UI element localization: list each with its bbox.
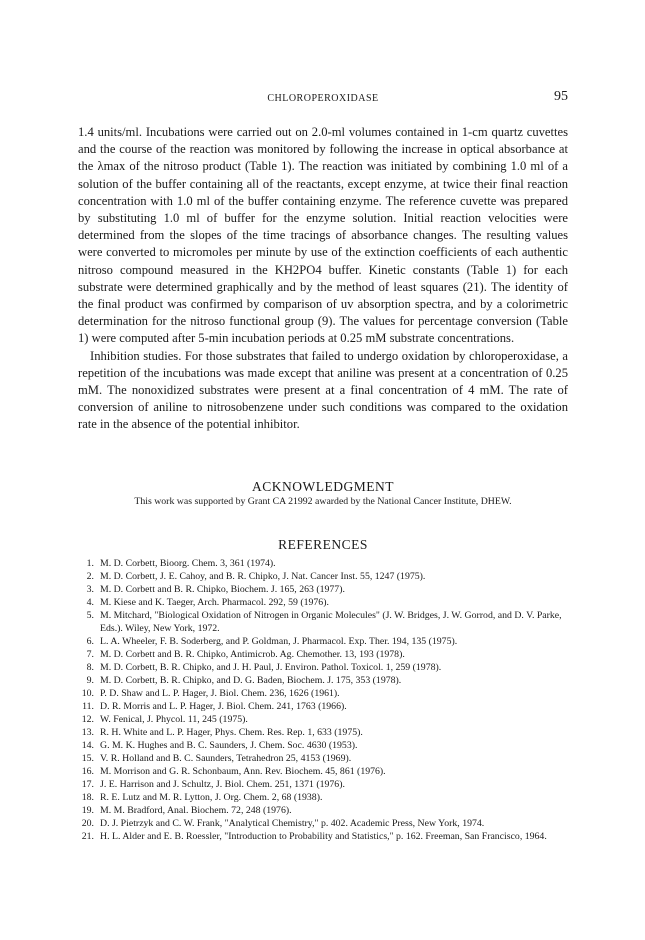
reference-item <box>78 778 568 791</box>
reference-text: M. D. Corbett, Bioorg. Chem. 3, 361 (1974). <box>100 558 276 569</box>
reference-item <box>78 726 568 739</box>
reference-text: W. Fenical, J. Phycol. 11, 245 (1975). <box>100 714 248 725</box>
references-heading: REFERENCES <box>278 537 368 552</box>
reference-item <box>78 804 568 817</box>
reference-text: M. D. Corbett and B. R. Chipko, Antimicrob. Ag. Chemother. 13, 193 (1978). <box>100 649 405 660</box>
page-header <box>78 89 568 109</box>
reference-text: D. R. Morris and L. P. Hager, J. Biol. Chem. 241, 1763 (1966). <box>100 701 347 712</box>
reference-number: 17. <box>81 779 94 790</box>
reference-number: 19. <box>81 805 94 816</box>
reference-text: M. D. Corbett, B. R. Chipko, and D. G. Baden, Biochem. J. 175, 353 (1978). <box>100 675 402 686</box>
reference-number: 18. <box>81 792 94 803</box>
reference-number: 4. <box>86 597 94 608</box>
reference-item <box>78 570 568 583</box>
reference-item <box>78 609 568 635</box>
reference-text: G. M. K. Hughes and B. C. Saunders, J. Chem. Soc. 4630 (1953). <box>100 740 358 751</box>
acknowledgment-text: This work was supported by Grant CA 21992 awarded by the National Cancer Institute, DHEW. <box>134 496 512 507</box>
reference-text: M. Mitchard, "Biological Oxidation of Nitrogen in Organic Molecules" (J. W. Bridges, J. W. Gorrod, and D. V. Parke, Eds.). Wiley, New York, 1972. <box>100 610 562 634</box>
reference-text: P. D. Shaw and L. P. Hager, J. Biol. Chem. 236, 1626 (1961). <box>100 688 340 699</box>
reference-text: M. D. Corbett, J. E. Cahoy, and B. R. Chipko, J. Nat. Cancer Inst. 55, 1247 (1975). <box>100 571 426 582</box>
reference-text: M. D. Corbett and B. R. Chipko, Biochem. J. 165, 263 (1977). <box>100 584 345 595</box>
reference-text: D. J. Pietrzyk and C. W. Frank, "Analytical Chemistry," p. 402. Academic Press, New York, 1974. <box>100 818 485 829</box>
reference-text: J. E. Harrison and J. Schultz, J. Biol. Chem. 251, 1371 (1976). <box>100 779 345 790</box>
reference-text: M. D. Corbett, B. R. Chipko, and J. H. Paul, J. Environ. Pathol. Toxicol. 1, 259 (1978). <box>100 662 442 673</box>
reference-item <box>78 765 568 778</box>
reference-text: L. A. Wheeler, F. B. Soderberg, and P. Goldman, J. Pharmacol. Exp. Ther. 194, 135 (1975). <box>100 636 458 647</box>
reference-number: 13. <box>81 727 94 738</box>
reference-number: 21. <box>81 831 94 842</box>
reference-number: 12. <box>81 714 94 725</box>
reference-text: M. Morrison and G. R. Schonbaum, Ann. Rev. Biochem. 45, 861 (1976). <box>100 766 386 777</box>
reference-item <box>78 830 568 843</box>
reference-text: M. M. Bradford, Anal. Biochem. 72, 248 (1976). <box>100 805 292 816</box>
body-text <box>78 124 568 434</box>
reference-item <box>78 700 568 713</box>
reference-item <box>78 739 568 752</box>
reference-item <box>78 687 568 700</box>
reference-number: 14. <box>81 740 94 751</box>
references-list <box>78 557 568 843</box>
reference-item <box>78 648 568 661</box>
reference-item <box>78 674 568 687</box>
reference-text: R. E. Lutz and M. R. Lytton, J. Org. Chem. 2, 68 (1938). <box>100 792 323 803</box>
reference-number: 5. <box>86 610 94 621</box>
methods-paragraph: 1.4 units/ml. Incubations were carried out on 2.0-ml volumes contained in 1-cm quartz cuvettes and the course of the reaction was monitored by following the increase in optical absorbance at the λmax of the nitroso product (Table 1). The reaction was initiated by combining 1.0 ml of a solution of the buffer containing all of the reactants, except enzyme, at twice their final reaction concentration with 1.0 ml of the buffer containing enzyme. The reference cuvette was prepared by substituting 1.0 ml of buffer for the enzyme solution. Initial reaction velocities were determined from the slopes of the time tracings of absorbance changes. The resulting values were converted to micromoles per minute by use of the extinction coefficients of each authentic nitroso compound measured in the KH2PO4 buffer. Kinetic constants (Table 1) for each substrate were determined graphically and by the method of least squares (21). The identity of the final product was confirmed by comparison of uv absorption spectra, and by a colorimetric determination for the nitroso functional group (9). The values for percentage conversion (Table 1) were computed after 5-min incubation periods at 0.25 mM substrate concentrations. <box>78 125 568 346</box>
reference-text: M. Kiese and K. Taeger, Arch. Pharmacol. 292, 59 (1976). <box>100 597 329 608</box>
reference-item <box>78 791 568 804</box>
reference-number: 20. <box>81 818 94 829</box>
reference-number: 10. <box>81 688 94 699</box>
reference-item <box>78 661 568 674</box>
inhibition-paragraph: Inhibition studies. For those substrates that failed to undergo oxidation by chloroperoxidase, a repetition of the incubations was made except that aniline was present at a concentration of 0.25 mM. The nonoxidized substrates were present at a final concentration of 4 mM. The rate of conversion of aniline to nitrosobenzene under such conditions was compared to the oxidation rate in the absence of the potential inhibitor. <box>78 348 568 432</box>
reference-number: 8. <box>86 662 94 673</box>
reference-item <box>78 596 568 609</box>
reference-number: 1. <box>86 558 94 569</box>
reference-number: 16. <box>81 766 94 777</box>
reference-number: 9. <box>86 675 94 686</box>
reference-number: 6. <box>86 636 94 647</box>
reference-number: 7. <box>86 649 94 660</box>
reference-text: R. H. White and L. P. Hager, Phys. Chem. Res. Rep. 1, 633 (1975). <box>100 727 363 738</box>
reference-item <box>78 557 568 570</box>
reference-item <box>78 817 568 830</box>
reference-number: 2. <box>86 571 94 582</box>
running-head: CHLOROPEROXIDASE <box>267 93 379 104</box>
page-number: 95 <box>554 89 568 104</box>
reference-item <box>78 713 568 726</box>
reference-item <box>78 752 568 765</box>
reference-number: 3. <box>86 584 94 595</box>
reference-number: 15. <box>81 753 94 764</box>
reference-text: H. L. Alder and E. B. Roessler, "Introduction to Probability and Statistics," p. 162. Freeman, San Francisco, 1964. <box>100 831 547 842</box>
reference-item <box>78 583 568 596</box>
acknowledgment-heading: ACKNOWLEDGMENT <box>252 479 394 494</box>
reference-text: V. R. Holland and B. C. Saunders, Tetrahedron 25, 4153 (1969). <box>100 753 352 764</box>
reference-number: 11. <box>82 701 94 712</box>
reference-item <box>78 635 568 648</box>
